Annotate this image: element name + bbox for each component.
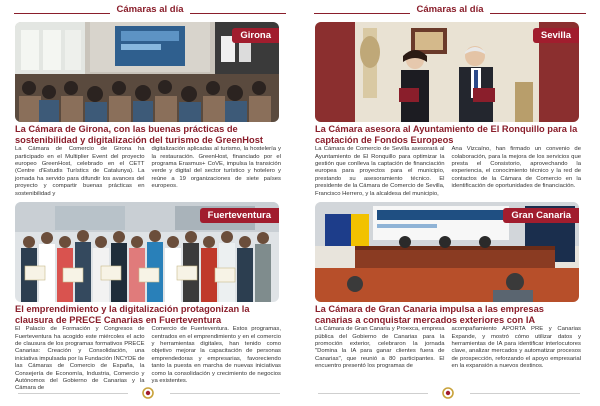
body-column-1: La Cámara de Comercio de Girona ha participado en el Multiplier Event del proyecto europeo GreenHost, celebrado en el CETT (Centre d'Estudis Turístics de Catalunya). La jornada ha servido para difundir los avances del proyecto y compartir buenas prácticas en sostenibilidad y: [15, 146, 145, 197]
region-tag-sevilla: Sevilla: [533, 28, 579, 43]
body-column-2: Ana Vizcaíno, han firmado un convenio de colaboración, para la mejora de los servicios que presta el Consistorio, aprovechando la experiencia, el conocimiento técnico y la red de contactos de la Cámara de Comercio en la identificación de oportunidades de financiación.: [451, 146, 581, 190]
section-title: Cámaras al día: [116, 4, 184, 15]
photo-sevilla: [315, 22, 579, 122]
region-tag-fuerteventura: Fuerteventura: [200, 208, 279, 223]
footer-rule: [18, 393, 128, 394]
footer-rule: [470, 393, 580, 394]
body-column-2: acompañamiento APORTA PRE y Canarias Expande, y mostró cómo utilizar datos y herramientas de IA para identificar interlocutores clave, analizar mercados y automatizar procesos de prospección, reforzando el apoyo empresarial en la expansión a nuevos destinos.: [451, 326, 581, 370]
body-column-1: La Cámara de Gran Canaria y Proexca, empresa pública del Gobierno de Canarias para la promoción exterior, celebraron la jornada "Domina la IA para ganar clientes fuera de Canarias", que reunió a 80 participantes. El encuentro presentó los programas de: [315, 326, 445, 370]
chamber-logo-icon: [142, 387, 154, 399]
footer-rule: [170, 393, 280, 394]
right-page: [300, 0, 600, 406]
photo-fuerteventura: [15, 202, 279, 302]
section-title: Cámaras al día: [416, 4, 484, 15]
footer-rule: [318, 393, 428, 394]
article-sevilla: [315, 22, 585, 198]
header-rule: [190, 13, 286, 14]
headline-gran-canaria: La Cámara de Gran Canaria impulsa a las empresas canarias a conquistar mercados exteriores con IA: [315, 304, 544, 325]
page-header-left: [0, 3, 300, 19]
headline-girona: La Cámara de Girona, con las buenas prácticas de sostenibilidad y digitalización del turismo de GreenHost: [15, 124, 263, 145]
region-tag-gran-canaria: Gran Canaria: [503, 208, 579, 223]
body-column-1: El Palacio de Formación y Congresos de Fuerteventura ha acogido este miércoles el acto de clausura de los programas formativos PRECE Canarias: Creación y Consolidación, una iniciativa impulsada por la Fundación INCYDE de las Cámaras de Comercio de España, la Consejería de Economía, Industria, Comercio y Autónomos del Gobierno de Canarias y la Cámara de: [15, 326, 145, 392]
headline-fuerteventura: El emprendimiento y la digitalización protagonizan la clausura de PRECE Canarias en Fuerteventura: [15, 304, 250, 325]
body-column-2: Comercio de Fuerteventura. Estos programas, centrados en el emprendimiento y en el comercio y herramientas digitales, han tenido como objetivo mejorar la capacitación de personas emprendedoras y empresarias, favoreciendo tanto la puesta en marcha de nuevas iniciativas como la consolidación y crecimiento de negocios ya existentes.: [151, 326, 281, 385]
article-gran-canaria: [315, 202, 585, 371]
body-fuerteventura: [15, 326, 281, 393]
body-column-2: digitalización aplicadas al turismo, la hostelería y la restauración. GreenHost, financiado por el programa Erasmus+ CoVE, impulsa la transición verde y digital del sector turístico y hotelero y reúne a 19 organizaciones de siete países europeos.: [151, 146, 281, 190]
body-column-1: La Cámara de Comercio de Sevilla asesorará al Ayuntamiento de El Ronquillo para optimizar la gestión que conlleva la captación de financiación europea para proyectos para el municipio, prestando su asesoramiento técnico. El presidente de la Cámara de Comercio de Sevilla, Francisco Herrero, y la alcaldesa del municipio,: [315, 146, 445, 197]
body-sevilla: [315, 146, 581, 198]
region-tag-girona: Girona: [232, 28, 279, 43]
body-girona: [15, 146, 281, 198]
photo-girona: [15, 22, 279, 122]
photo-gran-canaria: [315, 202, 579, 302]
article-girona: [15, 22, 285, 198]
header-rule: [490, 13, 586, 14]
body-gran-canaria: [315, 326, 581, 370]
headline-sevilla: La Cámara asesora al Ayuntamiento de El Ronquillo para la captación de Fondos Europeos: [315, 124, 578, 145]
page-header-right: [300, 3, 600, 19]
chamber-logo-icon: [442, 387, 454, 399]
article-fuerteventura: [15, 202, 285, 393]
